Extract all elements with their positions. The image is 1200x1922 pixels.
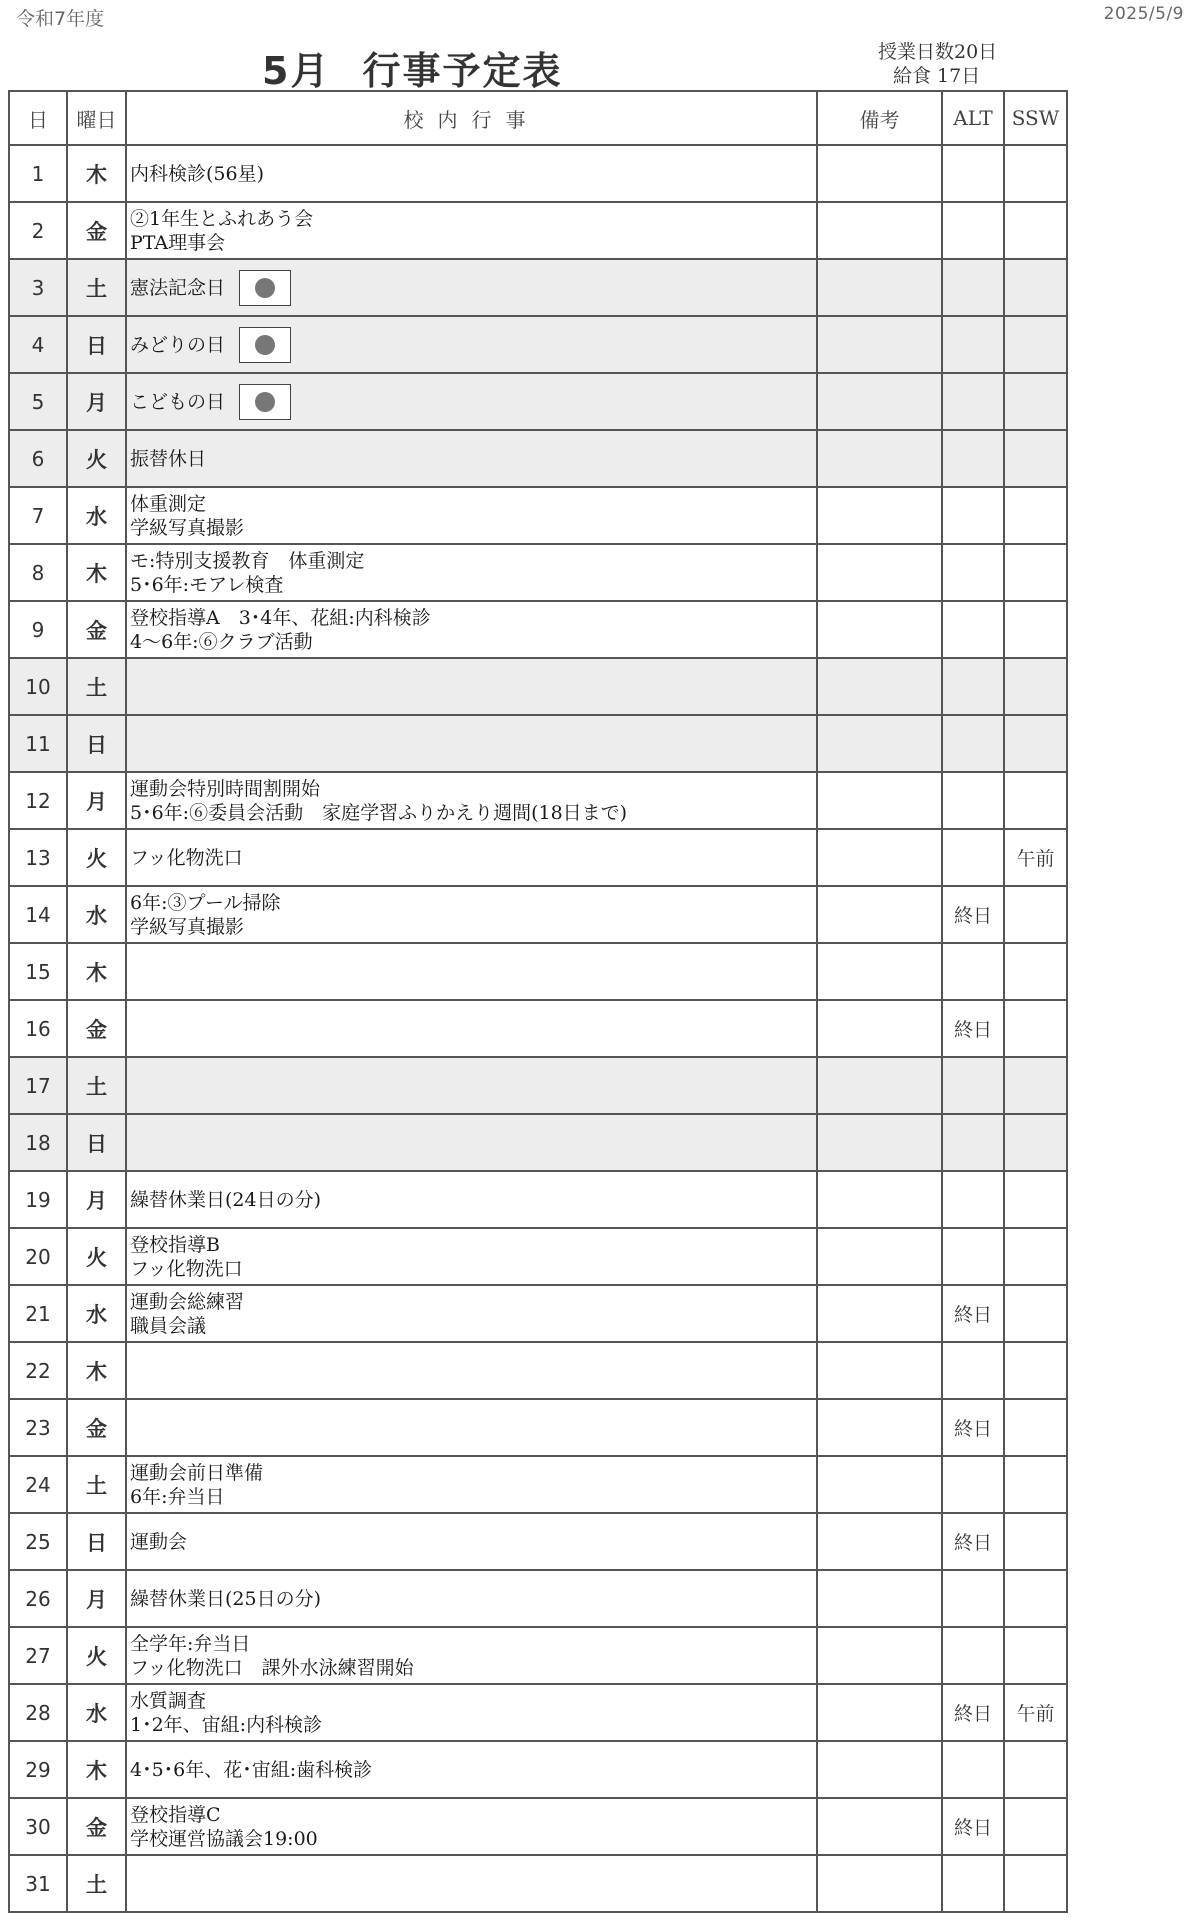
cell-events xyxy=(126,487,817,544)
cell-events xyxy=(126,259,817,316)
cell-alt: 終日 xyxy=(942,1684,1004,1741)
cell-day: 31 xyxy=(9,1855,67,1912)
event-line-2: 6年:弁当日 xyxy=(130,1485,225,1508)
table-row xyxy=(9,715,1067,772)
cell-events xyxy=(126,1000,817,1057)
cell-events xyxy=(126,1456,817,1513)
cell-notes xyxy=(817,943,942,1000)
event-line-2: 学校運営協議会19:00 xyxy=(130,1827,318,1850)
table-row xyxy=(9,1342,1067,1399)
cell-ssw: 午前 xyxy=(1004,1684,1067,1741)
cell-day: 14 xyxy=(9,886,67,943)
table-row xyxy=(9,1741,1067,1798)
cell-events xyxy=(126,1741,817,1798)
table-header xyxy=(9,91,1067,145)
cell-events xyxy=(126,829,817,886)
cell-weekday: 日 xyxy=(67,715,126,772)
cell-weekday: 土 xyxy=(67,259,126,316)
table-row xyxy=(9,1513,1067,1570)
cell-notes xyxy=(817,1741,942,1798)
event-line: 繰替休業日(25日の分) xyxy=(130,1587,322,1610)
cell-weekday: 木 xyxy=(67,145,126,202)
cell-notes xyxy=(817,886,942,943)
cell-events xyxy=(126,1513,817,1570)
cell-ssw xyxy=(1004,1114,1067,1171)
cell-events xyxy=(126,1855,817,1912)
cell-weekday: 水 xyxy=(67,886,126,943)
cell-alt xyxy=(942,487,1004,544)
cell-events xyxy=(126,202,817,259)
cell-events xyxy=(126,1285,817,1342)
summary-block xyxy=(878,40,997,88)
cell-notes xyxy=(817,601,942,658)
cell-day: 30 xyxy=(9,1798,67,1855)
cell-alt xyxy=(942,1627,1004,1684)
cell-notes xyxy=(817,715,942,772)
cell-alt xyxy=(942,715,1004,772)
table-row xyxy=(9,145,1067,202)
cell-weekday: 火 xyxy=(67,1627,126,1684)
cell-ssw xyxy=(1004,544,1067,601)
cell-ssw xyxy=(1004,1456,1067,1513)
page-title xyxy=(262,40,562,95)
cell-day: 29 xyxy=(9,1741,67,1798)
event-line: モ:特別支援教育 体重測定 xyxy=(130,549,365,572)
cell-notes xyxy=(817,1798,942,1855)
event-line: みどりの日 xyxy=(130,333,226,356)
cell-alt xyxy=(942,1741,1004,1798)
table-row xyxy=(9,1285,1067,1342)
cell-notes xyxy=(817,1513,942,1570)
cell-events xyxy=(126,373,817,430)
cell-notes xyxy=(817,1684,942,1741)
cell-events xyxy=(126,1228,817,1285)
schedule-table xyxy=(8,90,1068,1913)
cell-alt xyxy=(942,943,1004,1000)
cell-notes xyxy=(817,1057,942,1114)
cell-day: 8 xyxy=(9,544,67,601)
cell-weekday: 火 xyxy=(67,430,126,487)
table-row xyxy=(9,544,1067,601)
table-row xyxy=(9,1399,1067,1456)
event-line: 登校指導A 3･4年、花組:内科検診 xyxy=(130,606,431,629)
cell-day: 21 xyxy=(9,1285,67,1342)
cell-ssw xyxy=(1004,943,1067,1000)
cell-alt xyxy=(942,373,1004,430)
cell-events xyxy=(126,601,817,658)
cell-events xyxy=(126,430,817,487)
cell-day: 12 xyxy=(9,772,67,829)
table-row xyxy=(9,487,1067,544)
table-row xyxy=(9,1456,1067,1513)
event-line-2: 職員会議 xyxy=(130,1314,207,1337)
cell-day: 6 xyxy=(9,430,67,487)
cell-day: 22 xyxy=(9,1342,67,1399)
cell-weekday: 水 xyxy=(67,487,126,544)
cell-day: 20 xyxy=(9,1228,67,1285)
cell-ssw xyxy=(1004,1228,1067,1285)
schedule-rows xyxy=(9,145,1067,1912)
header-alt: ALT xyxy=(942,91,1004,145)
cell-weekday: 日 xyxy=(67,316,126,373)
table-row xyxy=(9,1798,1067,1855)
cell-ssw xyxy=(1004,1627,1067,1684)
cell-alt: 終日 xyxy=(942,1513,1004,1570)
cell-alt xyxy=(942,1171,1004,1228)
cell-notes xyxy=(817,1570,942,1627)
event-line: 憲法記念日 xyxy=(130,276,226,299)
cell-notes xyxy=(817,772,942,829)
cell-events xyxy=(126,145,817,202)
cell-ssw xyxy=(1004,1513,1067,1570)
table-row xyxy=(9,1171,1067,1228)
cell-alt xyxy=(942,202,1004,259)
event-line: 水質調査 xyxy=(130,1689,207,1712)
japanese-flag-icon xyxy=(239,384,291,420)
table-row xyxy=(9,658,1067,715)
cell-day: 13 xyxy=(9,829,67,886)
cell-ssw xyxy=(1004,1342,1067,1399)
table-row xyxy=(9,259,1067,316)
cell-weekday: 金 xyxy=(67,1399,126,1456)
event-line: 内科検診(56星) xyxy=(130,162,265,185)
event-line: こどもの日 xyxy=(130,390,226,413)
cell-ssw xyxy=(1004,715,1067,772)
cell-day: 18 xyxy=(9,1114,67,1171)
cell-ssw: 午前 xyxy=(1004,829,1067,886)
japanese-flag-icon xyxy=(239,327,291,363)
cell-alt xyxy=(942,1855,1004,1912)
cell-weekday: 金 xyxy=(67,601,126,658)
cell-weekday: 火 xyxy=(67,1228,126,1285)
cell-events xyxy=(126,1570,817,1627)
header-weekday: 曜日 xyxy=(67,91,126,145)
cell-weekday: 木 xyxy=(67,1741,126,1798)
flag-sun-circle xyxy=(255,278,275,298)
title-month: 5月 xyxy=(262,49,331,93)
cell-ssw xyxy=(1004,886,1067,943)
cell-events xyxy=(126,1684,817,1741)
cell-alt xyxy=(942,1342,1004,1399)
lunch-days: 給食 17日 xyxy=(893,65,981,87)
cell-notes xyxy=(817,1399,942,1456)
event-line-2: フッ化物洗口 xyxy=(130,1257,243,1280)
cell-day: 28 xyxy=(9,1684,67,1741)
cell-ssw xyxy=(1004,1000,1067,1057)
table-row xyxy=(9,1684,1067,1741)
event-line-2: 4～6年:⑥クラブ活動 xyxy=(130,630,313,653)
cell-events xyxy=(126,1057,817,1114)
cell-notes xyxy=(817,1285,942,1342)
cell-weekday: 土 xyxy=(67,658,126,715)
cell-notes xyxy=(817,316,942,373)
title-text: 行事予定表 xyxy=(362,49,563,93)
cell-weekday: 火 xyxy=(67,829,126,886)
cell-day: 19 xyxy=(9,1171,67,1228)
cell-notes xyxy=(817,1228,942,1285)
cell-day: 25 xyxy=(9,1513,67,1570)
cell-day: 5 xyxy=(9,373,67,430)
cell-day: 16 xyxy=(9,1000,67,1057)
table-row xyxy=(9,886,1067,943)
event-line: ②1年生とふれあう会 xyxy=(130,207,314,230)
cell-ssw xyxy=(1004,1570,1067,1627)
event-line: 運動会 xyxy=(130,1530,188,1553)
event-line-2: 5･6年:⑥委員会活動 家庭学習ふりかえり週間(18日まで) xyxy=(130,801,628,824)
cell-alt xyxy=(942,1057,1004,1114)
cell-ssw xyxy=(1004,1741,1067,1798)
flag-sun-circle xyxy=(255,392,275,412)
cell-weekday: 月 xyxy=(67,373,126,430)
cell-alt xyxy=(942,544,1004,601)
cell-notes xyxy=(817,1342,942,1399)
cell-alt xyxy=(942,430,1004,487)
table-row xyxy=(9,1000,1067,1057)
cell-day: 27 xyxy=(9,1627,67,1684)
table-row xyxy=(9,601,1067,658)
event-line: 6年:③プール掃除 xyxy=(130,891,281,914)
event-line: 運動会総練習 xyxy=(130,1290,245,1313)
cell-events xyxy=(126,1798,817,1855)
cell-events xyxy=(126,1627,817,1684)
cell-notes xyxy=(817,544,942,601)
cell-notes xyxy=(817,145,942,202)
event-line-2: 1･2年、宙組:内科検診 xyxy=(130,1713,323,1736)
cell-notes xyxy=(817,430,942,487)
event-line-2: 学級写真撮影 xyxy=(130,915,245,938)
cell-events xyxy=(126,943,817,1000)
table-row xyxy=(9,1057,1067,1114)
cell-notes xyxy=(817,1627,942,1684)
table-row xyxy=(9,829,1067,886)
cell-alt: 終日 xyxy=(942,1399,1004,1456)
cell-events xyxy=(126,544,817,601)
cell-alt: 終日 xyxy=(942,886,1004,943)
cell-day: 24 xyxy=(9,1456,67,1513)
print-date: 2025/5/9 xyxy=(1103,4,1184,24)
event-line: 体重測定 xyxy=(130,492,207,515)
cell-notes xyxy=(817,1456,942,1513)
cell-weekday: 日 xyxy=(67,1114,126,1171)
cell-day: 4 xyxy=(9,316,67,373)
cell-events xyxy=(126,316,817,373)
cell-weekday: 土 xyxy=(67,1456,126,1513)
cell-ssw xyxy=(1004,202,1067,259)
event-line: フッ化物洗口 xyxy=(130,846,243,869)
cell-notes xyxy=(817,202,942,259)
school-year: 令和7年度 xyxy=(16,8,105,30)
cell-notes xyxy=(817,1855,942,1912)
cell-alt xyxy=(942,772,1004,829)
cell-weekday: 日 xyxy=(67,1513,126,1570)
cell-alt xyxy=(942,1456,1004,1513)
cell-day: 17 xyxy=(9,1057,67,1114)
cell-alt: 終日 xyxy=(942,1000,1004,1057)
cell-notes xyxy=(817,373,942,430)
header-notes: 備考 xyxy=(817,91,942,145)
cell-weekday: 月 xyxy=(67,772,126,829)
cell-ssw xyxy=(1004,1855,1067,1912)
table-row xyxy=(9,430,1067,487)
cell-alt xyxy=(942,145,1004,202)
cell-events xyxy=(126,658,817,715)
table-row xyxy=(9,943,1067,1000)
table-row xyxy=(9,1627,1067,1684)
flag-sun-circle xyxy=(255,335,275,355)
table-row xyxy=(9,373,1067,430)
cell-notes xyxy=(817,1171,942,1228)
cell-events xyxy=(126,772,817,829)
event-line: 繰替休業日(24日の分) xyxy=(130,1188,322,1211)
cell-weekday: 土 xyxy=(67,1057,126,1114)
cell-alt xyxy=(942,259,1004,316)
event-line: 運動会前日準備 xyxy=(130,1461,264,1484)
cell-events xyxy=(126,1399,817,1456)
class-days: 授業日数20日 xyxy=(878,41,998,63)
header-day: 日 xyxy=(9,91,67,145)
cell-weekday: 水 xyxy=(67,1285,126,1342)
cell-notes xyxy=(817,658,942,715)
cell-alt xyxy=(942,1114,1004,1171)
cell-notes xyxy=(817,1000,942,1057)
cell-notes xyxy=(817,259,942,316)
cell-alt xyxy=(942,601,1004,658)
table-row xyxy=(9,772,1067,829)
cell-alt xyxy=(942,316,1004,373)
cell-ssw xyxy=(1004,373,1067,430)
cell-events xyxy=(126,1171,817,1228)
cell-weekday: 月 xyxy=(67,1171,126,1228)
cell-day: 26 xyxy=(9,1570,67,1627)
cell-alt: 終日 xyxy=(942,1285,1004,1342)
cell-notes xyxy=(817,1114,942,1171)
cell-day: 1 xyxy=(9,145,67,202)
header-ssw: SSW xyxy=(1004,91,1067,145)
cell-weekday: 金 xyxy=(67,202,126,259)
cell-weekday: 水 xyxy=(67,1684,126,1741)
cell-ssw xyxy=(1004,430,1067,487)
header-events: 校内行事 xyxy=(126,91,817,145)
cell-alt xyxy=(942,1228,1004,1285)
cell-day: 23 xyxy=(9,1399,67,1456)
cell-day: 15 xyxy=(9,943,67,1000)
japanese-flag-icon xyxy=(239,270,291,306)
event-line: 振替休日 xyxy=(130,447,207,470)
cell-alt xyxy=(942,829,1004,886)
cell-weekday: 金 xyxy=(67,1798,126,1855)
cell-ssw xyxy=(1004,658,1067,715)
cell-events xyxy=(126,1114,817,1171)
cell-notes xyxy=(817,487,942,544)
table-row xyxy=(9,1228,1067,1285)
cell-alt xyxy=(942,658,1004,715)
event-line-2: 学級写真撮影 xyxy=(130,516,245,539)
cell-weekday: 木 xyxy=(67,544,126,601)
cell-ssw xyxy=(1004,316,1067,373)
table-row xyxy=(9,316,1067,373)
event-line: 4･5･6年、花･宙組:歯科検診 xyxy=(130,1758,373,1781)
event-line: 登校指導B xyxy=(130,1233,220,1256)
event-line: 登校指導C xyxy=(130,1803,221,1826)
cell-events xyxy=(126,886,817,943)
event-line: 全学年:弁当日 xyxy=(130,1632,251,1655)
cell-weekday: 木 xyxy=(67,943,126,1000)
cell-ssw xyxy=(1004,487,1067,544)
cell-ssw xyxy=(1004,601,1067,658)
table-row xyxy=(9,1570,1067,1627)
cell-weekday: 金 xyxy=(67,1000,126,1057)
cell-ssw xyxy=(1004,772,1067,829)
cell-alt: 終日 xyxy=(942,1798,1004,1855)
cell-day: 2 xyxy=(9,202,67,259)
cell-day: 7 xyxy=(9,487,67,544)
table-row xyxy=(9,202,1067,259)
cell-ssw xyxy=(1004,145,1067,202)
table-row xyxy=(9,1855,1067,1912)
cell-ssw xyxy=(1004,1798,1067,1855)
table-row xyxy=(9,1114,1067,1171)
cell-day: 3 xyxy=(9,259,67,316)
cell-notes xyxy=(817,829,942,886)
event-line-2: フッ化物洗口 課外水泳練習開始 xyxy=(130,1656,414,1679)
cell-alt xyxy=(942,1570,1004,1627)
cell-day: 11 xyxy=(9,715,67,772)
cell-day: 10 xyxy=(9,658,67,715)
event-line: 運動会特別時間割開始 xyxy=(130,777,321,800)
cell-weekday: 木 xyxy=(67,1342,126,1399)
cell-day: 9 xyxy=(9,601,67,658)
event-line-2: 5･6年:モアレ検査 xyxy=(130,573,284,596)
cell-ssw xyxy=(1004,1057,1067,1114)
cell-events xyxy=(126,1342,817,1399)
cell-events xyxy=(126,715,817,772)
cell-ssw xyxy=(1004,1171,1067,1228)
event-line-2: PTA理事会 xyxy=(130,231,226,254)
cell-weekday: 土 xyxy=(67,1855,126,1912)
cell-weekday: 月 xyxy=(67,1570,126,1627)
cell-ssw xyxy=(1004,259,1067,316)
cell-ssw xyxy=(1004,1399,1067,1456)
cell-ssw xyxy=(1004,1285,1067,1342)
